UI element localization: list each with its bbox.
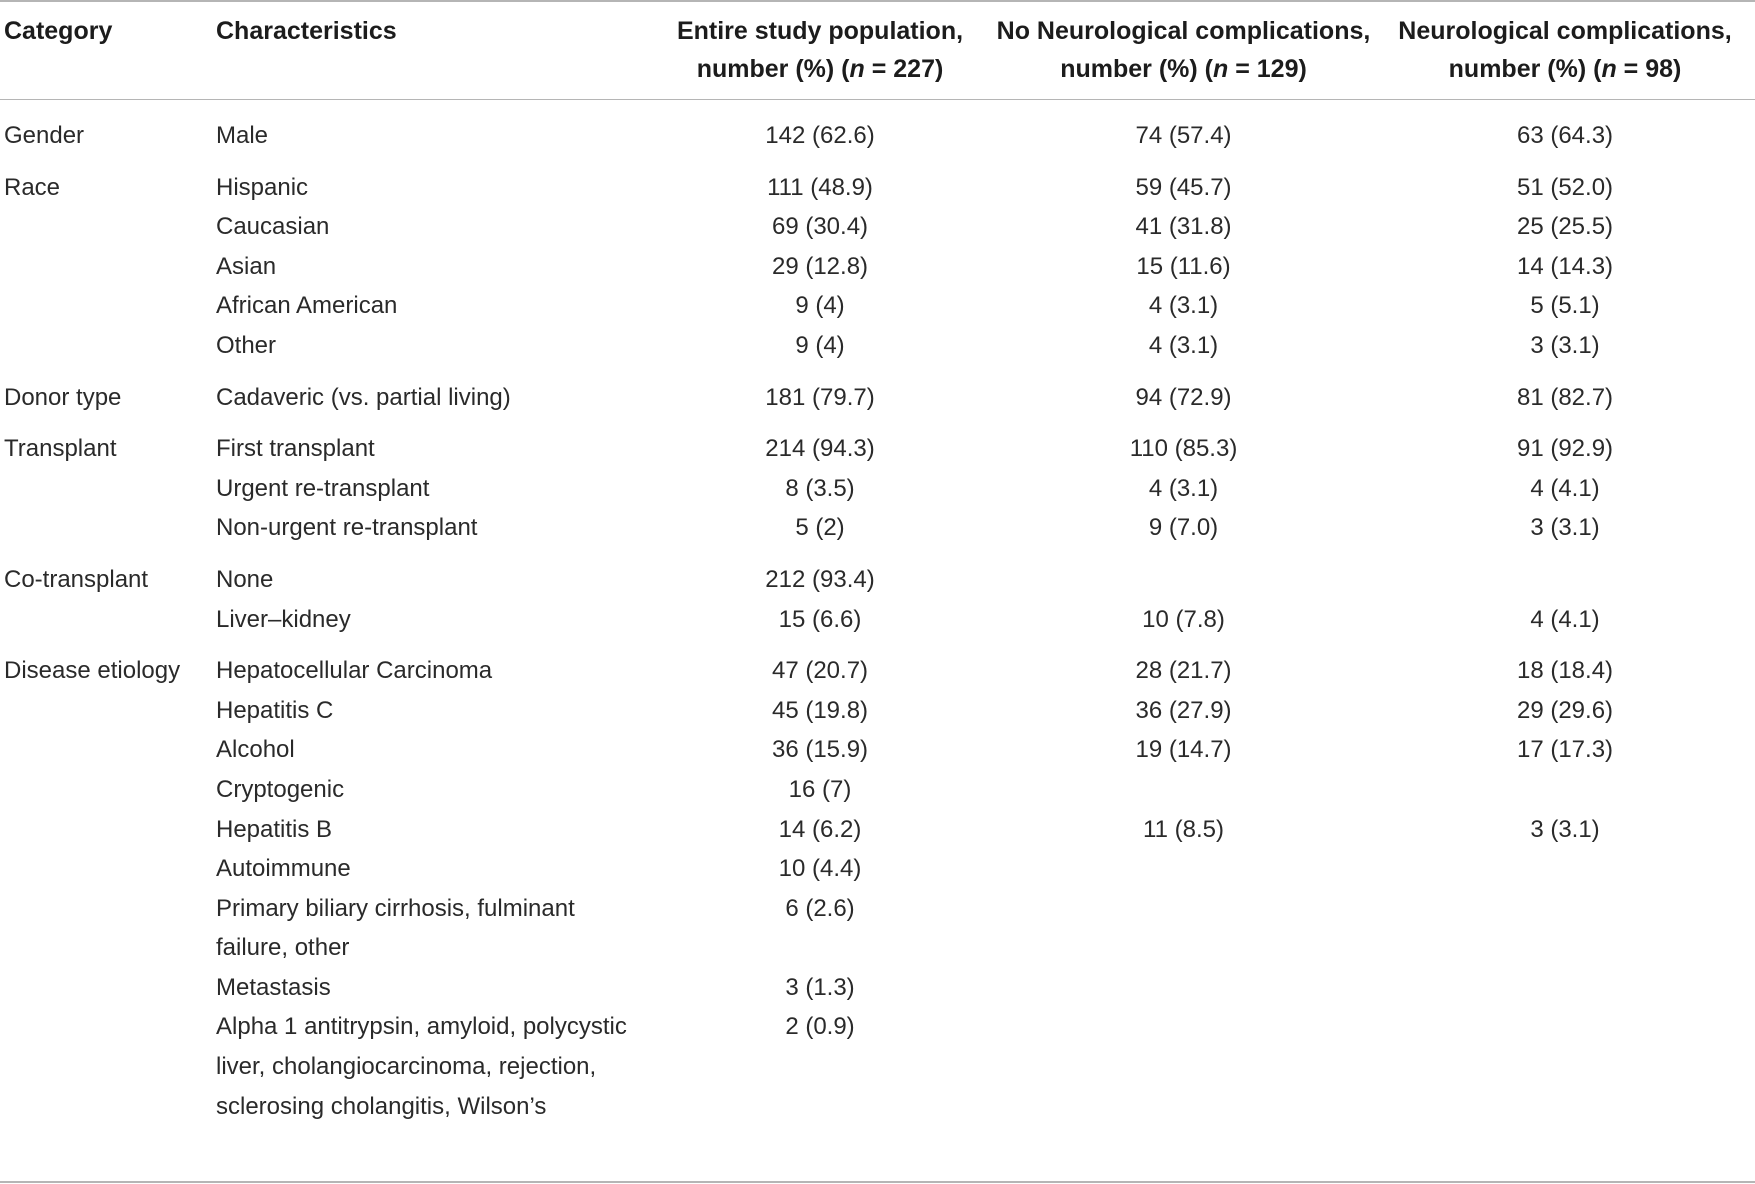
- entire-cell: 29 (12.8): [771, 252, 869, 280]
- category-cell: Race: [4, 173, 61, 201]
- category-cell: [0, 326, 212, 366]
- category-cell: [0, 889, 212, 968]
- category-cell: Donor type: [4, 383, 122, 411]
- no-neuro-cell: [992, 889, 1375, 968]
- neuro-cell: 25 (25.5): [1516, 213, 1614, 241]
- characteristic-cell: Male: [216, 122, 269, 149]
- category-cell: [0, 247, 212, 287]
- no-neuro-cell: [992, 770, 1375, 810]
- no-neuro-cell: 10 (7.8): [1142, 605, 1225, 633]
- characteristic-cell: Hepatitis C: [216, 696, 334, 724]
- header-entire-n: n: [849, 55, 865, 83]
- entire-cell: 6 (2.6): [785, 894, 855, 922]
- table-row: [0, 286, 1755, 326]
- entire-cell: 45 (19.8): [771, 696, 869, 724]
- entire-cell: 5 (2): [795, 514, 845, 542]
- characteristic-cell: Cryptogenic: [216, 775, 345, 803]
- neuro-cell: 51 (52.0): [1516, 173, 1614, 201]
- entire-cell: 9 (4): [795, 331, 845, 359]
- table-row: [0, 730, 1755, 770]
- characteristic-cell: Urgent re-transplant: [216, 474, 430, 502]
- no-neuro-cell: 59 (45.7): [1135, 173, 1232, 201]
- category-cell: [0, 770, 212, 810]
- no-neuro-cell: 41 (31.8): [1135, 213, 1232, 241]
- characteristic-cell: None: [216, 565, 274, 593]
- neuro-cell: 4 (4.1): [1530, 474, 1600, 502]
- table-header: [0, 0, 1755, 105]
- table-row: [0, 105, 1755, 156]
- category-cell: Transplant: [4, 435, 117, 463]
- category-cell: Gender: [4, 122, 85, 149]
- category-cell: [0, 849, 212, 889]
- category-cell: [0, 508, 212, 548]
- characteristic-cell: Hepatitis B: [216, 815, 333, 843]
- entire-cell: 69 (30.4): [771, 213, 869, 241]
- category-cell: [0, 1007, 212, 1126]
- no-neuro-cell: 74 (57.4): [1135, 122, 1232, 149]
- characteristic-cell: Liver–kidney: [216, 605, 351, 633]
- neuro-cell: 3 (3.1): [1530, 514, 1600, 542]
- neuro-cell: 5 (5.1): [1530, 292, 1600, 320]
- characteristic-cell: Hepatocellular Carcinoma: [216, 657, 493, 685]
- table-row: [0, 770, 1755, 810]
- neuro-cell: [1375, 770, 1755, 810]
- neuro-cell: 17 (17.3): [1516, 736, 1614, 764]
- entire-cell: 214 (94.3): [765, 435, 875, 463]
- entire-cell: 142 (62.6): [765, 122, 875, 149]
- table-row: [0, 849, 1755, 889]
- no-neuro-cell: [992, 548, 1375, 600]
- category-cell: [0, 286, 212, 326]
- neuro-cell: 91 (92.9): [1516, 435, 1614, 463]
- header-neuro-n: n: [1601, 55, 1617, 83]
- entire-cell: 2 (0.9): [785, 1013, 855, 1041]
- neuro-cell: 29 (29.6): [1516, 696, 1614, 724]
- bottom-rule: [0, 1181, 1755, 1183]
- no-neuro-cell: 110 (85.3): [1129, 435, 1238, 463]
- category-cell: Disease etiology: [4, 657, 181, 685]
- header-category: Category: [4, 17, 113, 45]
- table-body: [0, 105, 1755, 1126]
- table-row: [0, 326, 1755, 366]
- characteristic-cell: Alpha 1 antitrypsin, amyloid, polycystic liver, cholangiocarcinoma, rejection, sclerosing cholangitis, Wilson’s: [216, 1013, 627, 1120]
- table-row: [0, 207, 1755, 247]
- entire-cell: 3 (1.3): [785, 973, 855, 1001]
- header-noneuro-n: n: [1212, 55, 1229, 83]
- entire-cell: 8 (3.5): [785, 474, 855, 502]
- header-noneuro-line1: No Neurological complications,: [996, 17, 1371, 45]
- no-neuro-cell: 36 (27.9): [1135, 696, 1232, 724]
- neuro-cell: 4 (4.1): [1530, 605, 1600, 633]
- category-cell: [0, 600, 212, 640]
- neuro-cell: [1375, 889, 1755, 968]
- header-entire-population: [648, 0, 992, 105]
- header-entire-eq: = 227): [864, 55, 944, 83]
- category-cell: [0, 691, 212, 731]
- table-row: [0, 810, 1755, 850]
- table-row: [0, 600, 1755, 640]
- entire-cell: 181 (79.7): [765, 383, 875, 411]
- characteristic-cell: Primary biliary cirrhosis, fulminant failure, other: [216, 894, 575, 962]
- no-neuro-cell: 19 (14.7): [1135, 736, 1232, 764]
- neuro-cell: 3 (3.1): [1530, 815, 1600, 843]
- neuro-cell: [1375, 548, 1755, 600]
- no-neuro-cell: 15 (11.6): [1136, 252, 1231, 280]
- neuro-cell: 3 (3.1): [1530, 331, 1600, 359]
- characteristic-cell: Other: [216, 331, 277, 359]
- header-neuro-eq: = 98): [1616, 55, 1682, 83]
- table-row: [0, 417, 1755, 469]
- characteristic-cell: Hispanic: [216, 173, 309, 201]
- category-cell: [0, 730, 212, 770]
- characteristic-cell: Caucasian: [216, 213, 330, 241]
- neuro-cell: [1375, 968, 1755, 1008]
- no-neuro-cell: [992, 1007, 1375, 1126]
- no-neuro-cell: 4 (3.1): [1148, 331, 1219, 359]
- entire-cell: 10 (4.4): [778, 855, 862, 883]
- category-cell: [0, 207, 212, 247]
- category-cell: [0, 469, 212, 509]
- header-neuro-line1: Neurological complications,: [1398, 17, 1732, 45]
- neuro-cell: 81 (82.7): [1516, 383, 1614, 411]
- characteristic-cell: African American: [216, 292, 398, 320]
- table-row: [0, 548, 1755, 600]
- header-neuro: [1375, 0, 1755, 105]
- header-neuro-line2-pre: number (%) (: [1448, 55, 1602, 83]
- no-neuro-cell: 9 (7.0): [1148, 514, 1219, 542]
- no-neuro-cell: 94 (72.9): [1135, 383, 1232, 411]
- entire-cell: 212 (93.4): [765, 565, 875, 593]
- table-row: [0, 156, 1755, 208]
- characteristic-cell: Non-urgent re-transplant: [216, 514, 478, 542]
- header-noneuro-eq: = 129): [1228, 55, 1307, 83]
- entire-cell: 47 (20.7): [771, 657, 869, 685]
- entire-cell: 14 (6.2): [778, 815, 862, 843]
- table-row: [0, 508, 1755, 548]
- no-neuro-cell: [992, 849, 1375, 889]
- header-entire-line1: Entire study population,: [676, 17, 964, 45]
- neuro-cell: [1375, 1007, 1755, 1126]
- characteristic-cell: Alcohol: [216, 736, 295, 764]
- neuro-cell: 18 (18.4): [1516, 657, 1614, 685]
- entire-cell: 111 (48.9): [767, 173, 873, 201]
- table-row: [0, 247, 1755, 287]
- table-row: [0, 968, 1755, 1008]
- neuro-cell: 14 (14.3): [1516, 252, 1614, 280]
- table-row: [0, 691, 1755, 731]
- characteristic-cell: First transplant: [216, 435, 375, 463]
- table-row: [0, 889, 1755, 968]
- header-entire-line2-pre: number (%) (: [696, 55, 850, 83]
- no-neuro-cell: 28 (21.7): [1135, 657, 1232, 685]
- neuro-cell: 63 (64.3): [1516, 122, 1614, 149]
- category-cell: [0, 810, 212, 850]
- characteristic-cell: Asian: [216, 252, 277, 280]
- entire-cell: 36 (15.9): [771, 736, 869, 764]
- table-row: [0, 469, 1755, 509]
- no-neuro-cell: 11 (8.5): [1143, 815, 1224, 843]
- characteristic-cell: Cadaveric (vs. partial living): [216, 383, 511, 411]
- no-neuro-cell: 4 (3.1): [1148, 292, 1219, 320]
- table-row: [0, 366, 1755, 418]
- no-neuro-cell: [992, 968, 1375, 1008]
- table-row: [0, 639, 1755, 691]
- table-row: [0, 1007, 1755, 1126]
- neuro-cell: [1375, 849, 1755, 889]
- entire-cell: 9 (4): [795, 292, 845, 320]
- header-noneuro-line2-pre: number (%) (: [1060, 55, 1213, 83]
- entire-cell: 16 (7): [788, 775, 852, 803]
- header-no-neuro: [992, 0, 1375, 105]
- header-row: [0, 0, 1755, 105]
- entire-cell: 15 (6.6): [778, 605, 862, 633]
- no-neuro-cell: 4 (3.1): [1148, 474, 1219, 502]
- category-cell: [0, 968, 212, 1008]
- characteristic-cell: Autoimmune: [216, 855, 351, 883]
- characteristic-cell: Metastasis: [216, 973, 331, 1001]
- header-characteristics: Characteristics: [216, 17, 397, 45]
- category-cell: Co-transplant: [4, 565, 149, 593]
